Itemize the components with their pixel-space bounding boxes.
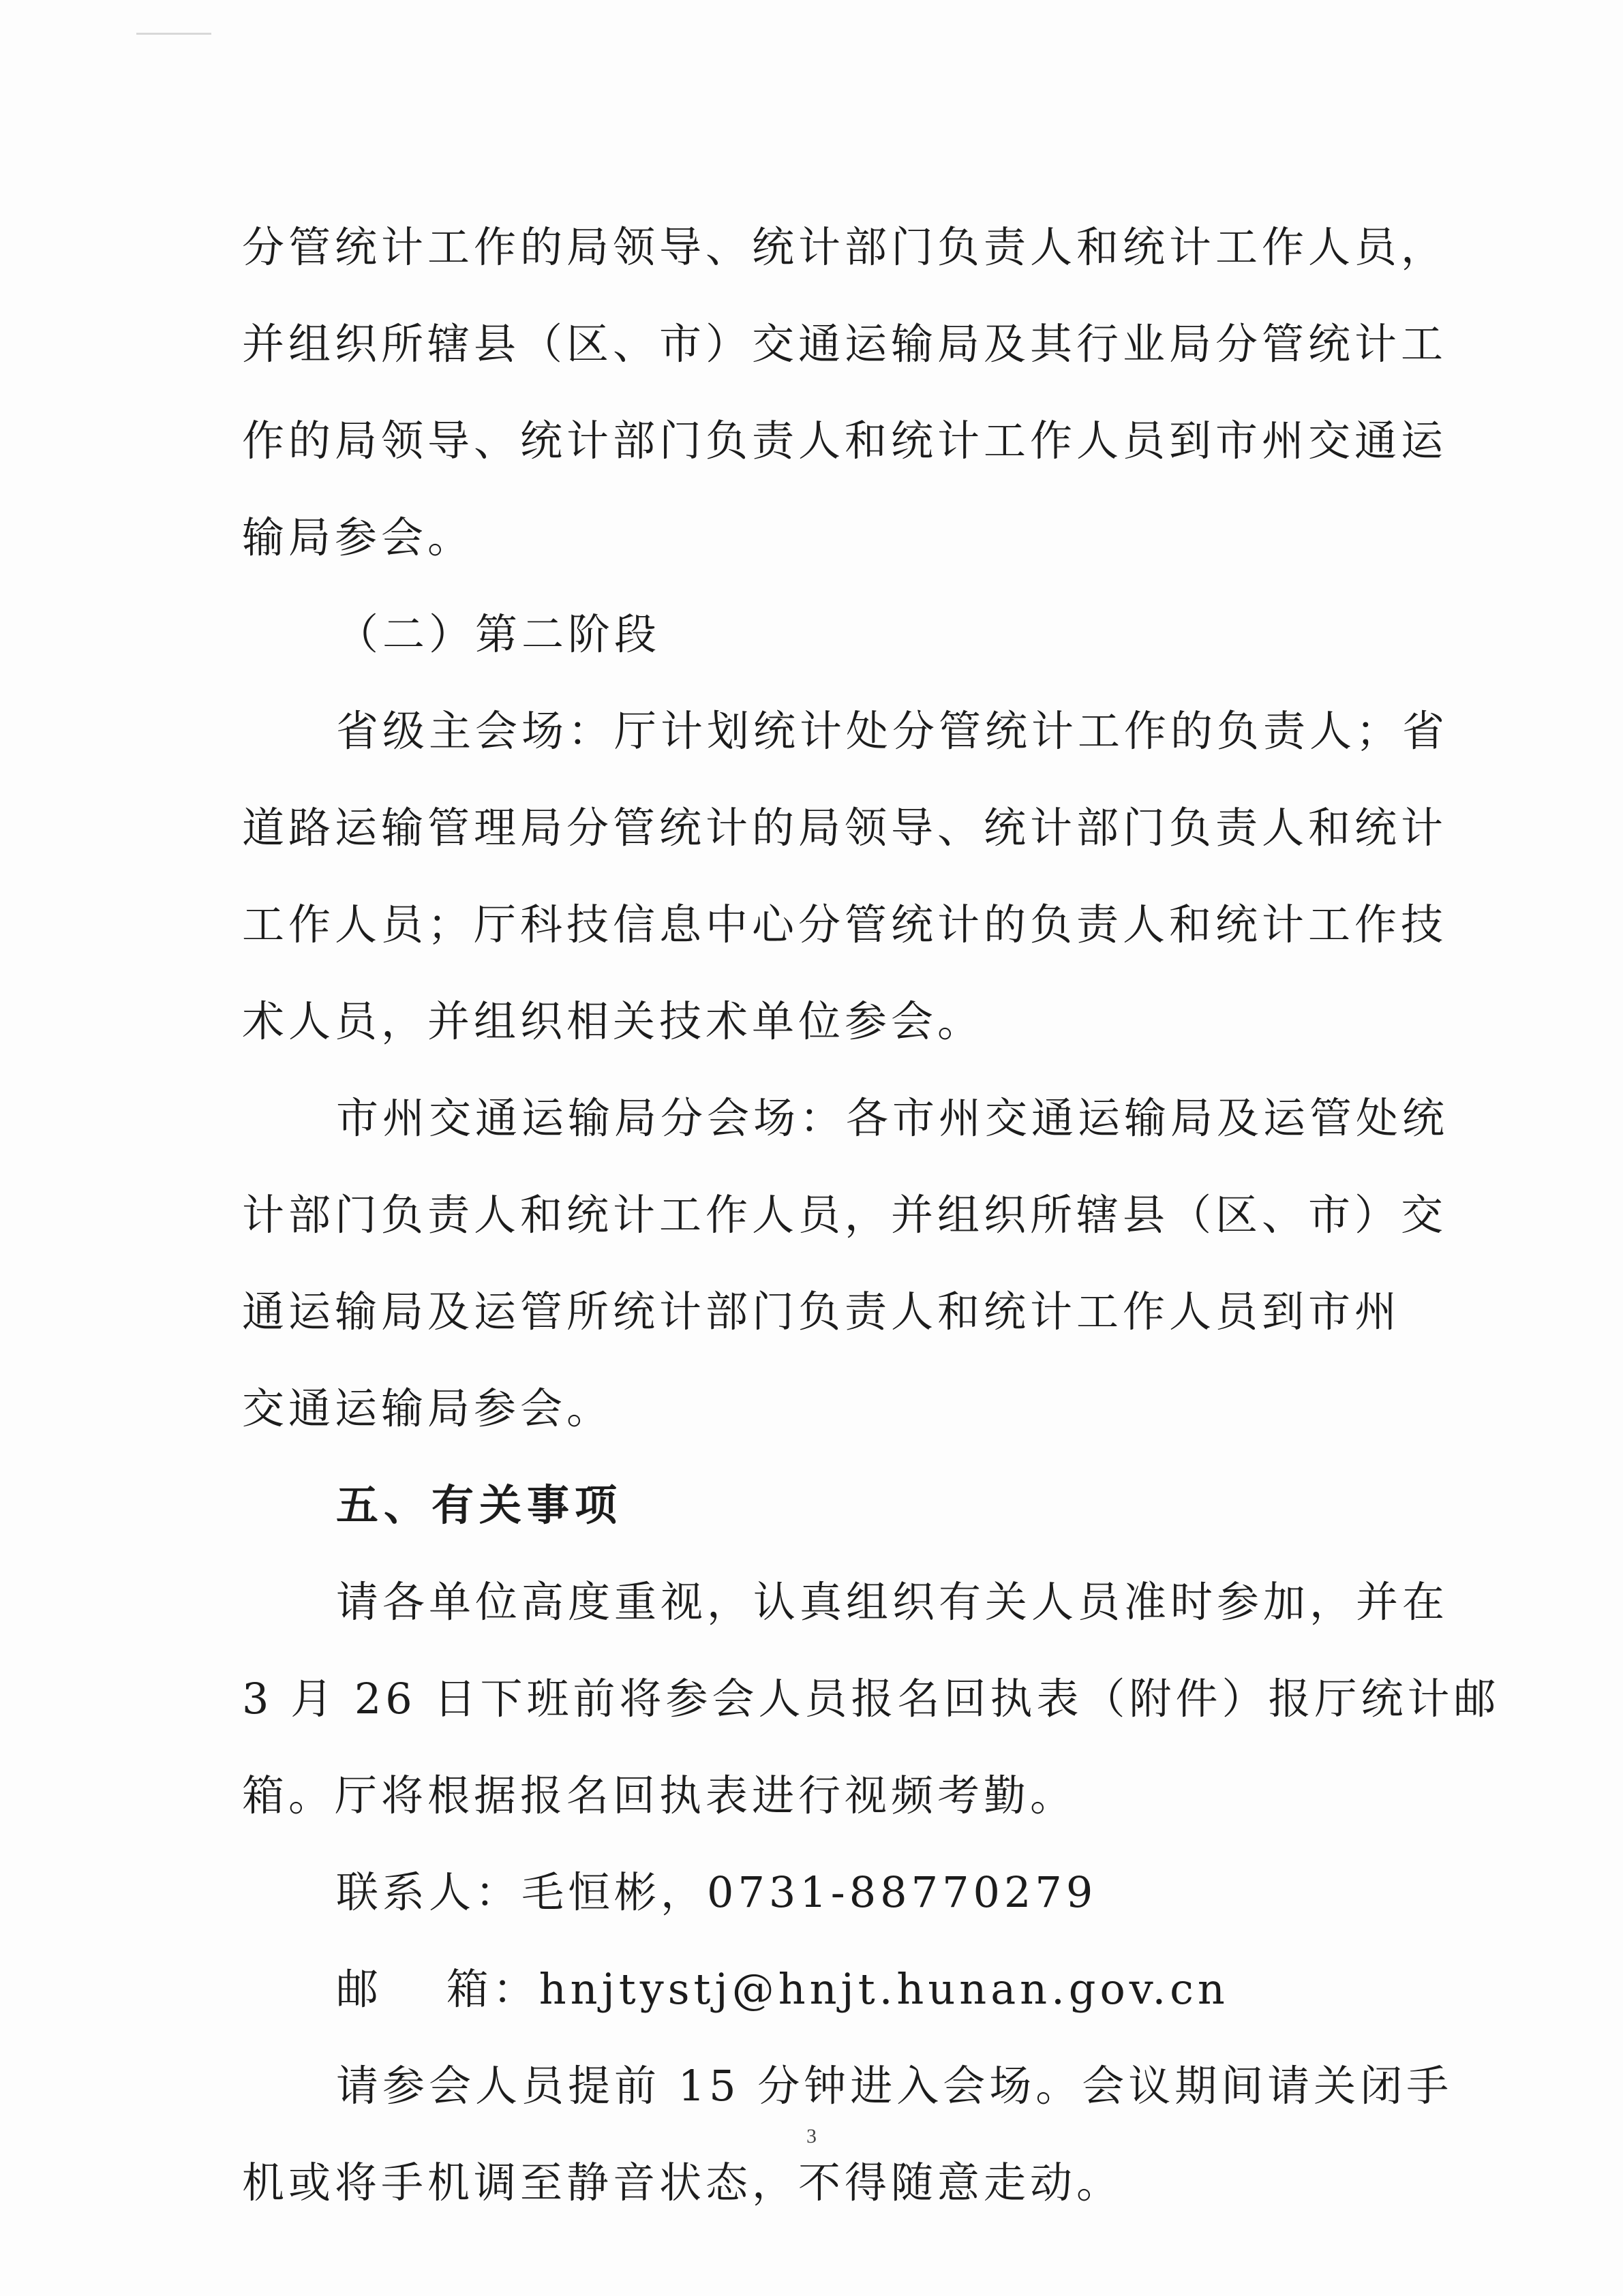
- scan-artifact: [136, 33, 211, 35]
- paragraph-line: 请各单位高度重视，认真组织有关人员准时参加，并在: [336, 1577, 1449, 1627]
- paragraph-line: 请参会人员提前 15 分钟进入会场。会议期间请关闭手: [336, 2061, 1453, 2111]
- paragraph-line: 术人员，并组织相关技术单位参会。: [242, 996, 984, 1046]
- section-heading: 五、有关事项: [336, 1480, 623, 1530]
- paragraph-line: 箱。厅将根据报名回执表进行视频考勤。: [242, 1771, 1077, 1820]
- contact-person: 联系人：毛恒彬，0731-88770279: [336, 1867, 1097, 1917]
- paragraph-line: 通运输局及运管所统计部门负责人和统计工作人员到市州: [242, 1287, 1401, 1336]
- paragraph-line: 作的局领导、统计部门负责人和统计工作人员到市州交通运: [242, 416, 1448, 465]
- document-body: [242, 199, 1500, 2231]
- section-subheading: （二）第二阶段: [336, 609, 661, 659]
- contact-email: 邮 箱：hnjtystj@hnjt.hunan.gov.cn: [336, 1964, 1229, 2014]
- page-number: 3: [806, 2125, 817, 2147]
- paragraph-line: 机或将手机调至静音状态，不得随意走动。: [242, 2158, 1123, 2207]
- paragraph-line: 工作人员；厅科技信息中心分管统计的负责人和统计工作技: [242, 900, 1448, 949]
- paragraph-line: 道路运输管理局分管统计的局领导、统计部门负责人和统计: [242, 803, 1448, 853]
- paragraph-line: 分管统计工作的局领导、统计部门负责人和统计工作人员，: [242, 222, 1448, 272]
- paragraph-line: 市州交通运输局分会场：各市州交通运输局及运管处统: [336, 1093, 1449, 1143]
- paragraph-line: 计部门负责人和统计工作人员，并组织所辖县（区、市）交: [242, 1190, 1448, 1240]
- paragraph-line: 输局参会。: [242, 512, 474, 562]
- paragraph-line: 交通运输局参会。: [242, 1383, 613, 1433]
- paragraph-line: 3 月 26 日下班前将参会人员报名回执表（附件）报厅统计邮: [242, 1674, 1500, 1724]
- paragraph-line: 省级主会场：厅计划统计处分管统计工作的负责人；省: [336, 706, 1449, 756]
- paragraph-line: 并组织所辖县（区、市）交通运输局及其行业局分管统计工: [242, 319, 1448, 369]
